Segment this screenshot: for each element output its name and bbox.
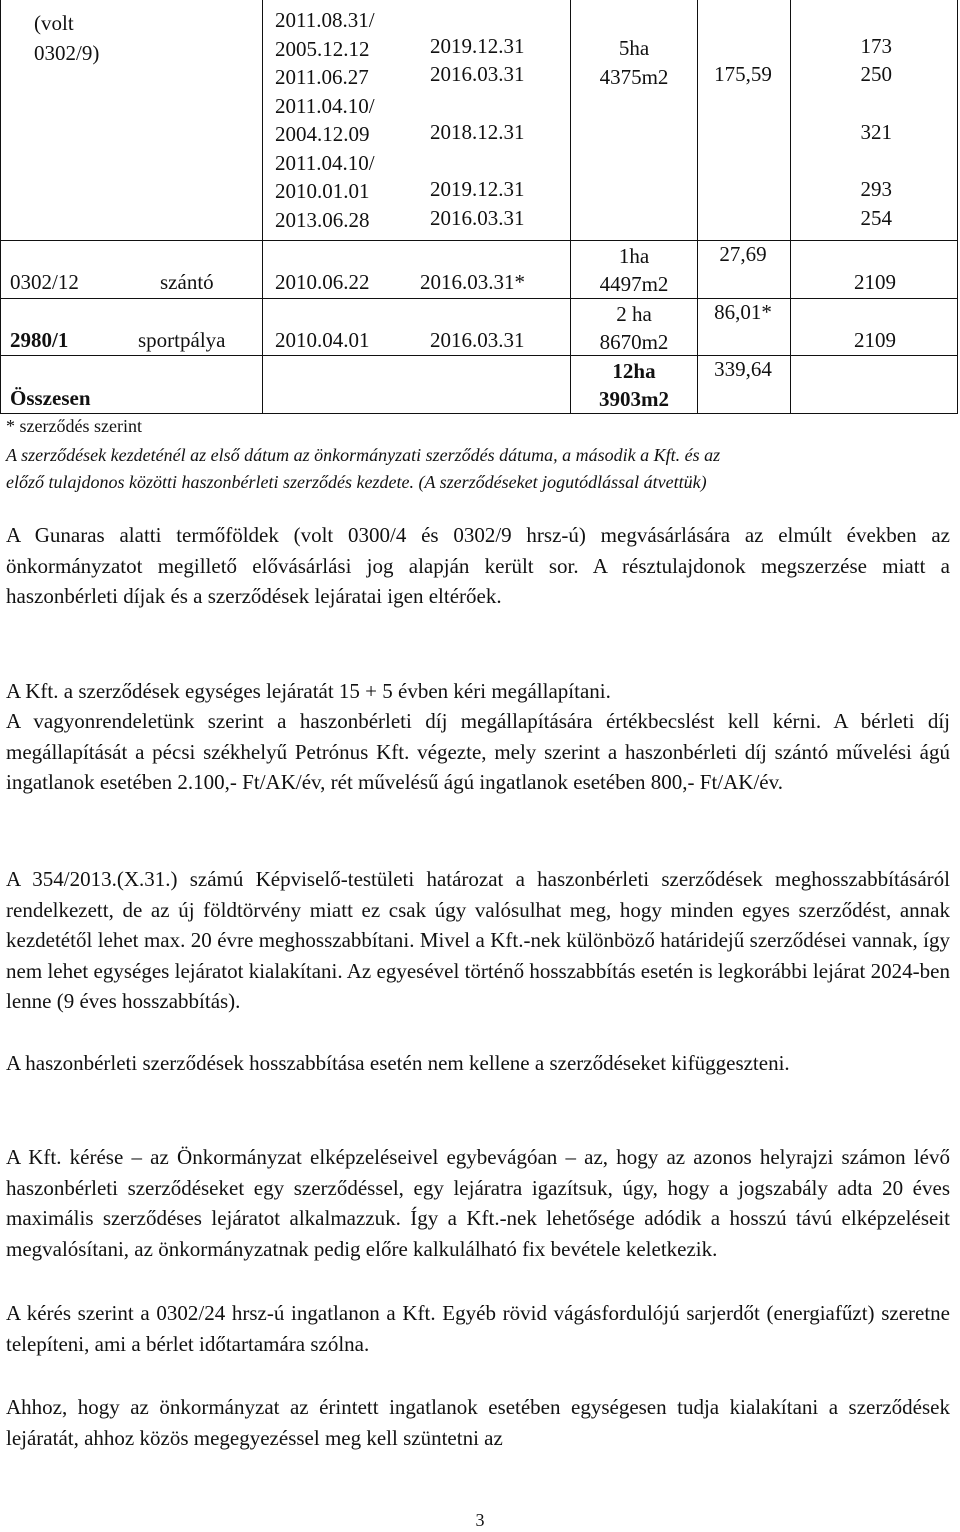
fee-value: 2109 bbox=[854, 328, 896, 352]
ak-value: 27,69 bbox=[719, 242, 767, 266]
paragraph-kft-request: A Kft. a szerződések egységes lejáratát 15 + 5 évben kéri megállapítani. bbox=[6, 679, 611, 703]
footnote-dates-cont bbox=[6, 470, 707, 495]
land-use: sportpálya bbox=[138, 328, 226, 352]
table-row-divider bbox=[0, 355, 958, 356]
footnote-succession: (A szerződéseket jogutódlással átvettük) bbox=[413, 472, 707, 492]
table-border-bottom bbox=[0, 413, 958, 414]
table-row-divider bbox=[0, 240, 958, 241]
area-value: 1ha 4497m2 bbox=[599, 244, 669, 296]
table-column-divider bbox=[790, 0, 791, 414]
end-date-5: 2016.03.31 bbox=[430, 206, 525, 230]
footnote-asterisk: * szerződés szerint bbox=[6, 416, 142, 436]
paragraph-energy-willow: A kérés szerint a 0302/24 hrsz-ú ingatlanon a Kft. Egyéb rövid vágásfordulójú sarjerdőt (energiafűzt) szeretne telepíteni, ami a bérlet időtartamára szólna. bbox=[6, 1301, 950, 1356]
paragraph-resolution: A 354/2013.(X.31.) számú Képviselő-testületi határozat a haszonbérleti szerződések meghosszabbításáról rendelkezett, de az új földtörvény miatt ez csak úgy valósulhat meg, hogy minden egyes szerződést, annak kezdetétől lehet max. 20 évre meghosszabbítani. Mivel a Kft.-nek különböző határidejű szerződései vannak, így nem lehet egységes lejáratot kialakítani. Az egyesével történő hosszabbítás esetén is legkorábbi lejárat 2024-ben lenne (9 éves hosszabbítás). bbox=[6, 867, 950, 1014]
contract-end-date: 2016.03.31* bbox=[420, 270, 525, 294]
paragraph-termination: Ahhoz, hogy az önkormányzat az érintett ingatlanok esetében egységesen tudja kialakítani a szerződések lejáratát, ahhoz közös megegyezéssel meg kell szüntetni az bbox=[6, 1395, 950, 1450]
fee-value: 321 bbox=[860, 120, 892, 144]
lease-table bbox=[0, 0, 958, 416]
total-area: 12ha 3903m2 bbox=[599, 359, 669, 411]
contract-start-date: 2010.04.01 bbox=[275, 328, 370, 352]
ak-value: 86,01* bbox=[714, 300, 772, 324]
paragraph-land-purchase: A Gunaras alatti termőföldek (volt 0300/4 és 0302/9 hrsz-ú) megvásárlására az elmúlt években az önkormányzatot megillető elővásárlási jog alapján került sor. A résztulajdonok megszerzése miatt a haszonbérleti díjak és a szerződések lejáratai igen eltérőek. bbox=[6, 523, 950, 609]
fee-value: 293 bbox=[860, 177, 892, 201]
table-border-left bbox=[0, 0, 1, 414]
page-number: 3 bbox=[475, 1510, 485, 1530]
parcel-id: 2980/1 bbox=[10, 328, 69, 352]
fee-value: 173 bbox=[860, 34, 892, 58]
fee-value: 250 bbox=[860, 62, 892, 86]
total-ak: 339,64 bbox=[714, 357, 772, 381]
total-label: Összesen bbox=[10, 386, 91, 410]
table-column-divider bbox=[262, 0, 263, 414]
footnote-dates: A szerződések kezdeténél az első dátum az önkormányzati szerződés dátuma, a második a Kft. és az bbox=[6, 445, 721, 465]
contract-end-date bbox=[430, 177, 525, 201]
area-value: 5ha 4375m2 bbox=[599, 36, 669, 89]
parcel-id: 0302/12 bbox=[10, 270, 79, 294]
paragraph-valuation: A vagyonrendeletünk szerint a haszonbérleti díj megállapítására értékbecslést kell kérni. A bérleti díj megállapítását a pécsi székhelyű Petrónus Kft. végezte, mely szerint a haszonbérleti díj szántó művelési ágú ingatlanok esetében 2.100,- Ft/AK/év, rét művelésű ágú ingatlanok esetében 800,- Ft/AK/év. bbox=[6, 709, 950, 795]
end-date-4: 2019.12.31 bbox=[430, 177, 525, 201]
table-row-divider bbox=[0, 298, 958, 299]
area-value: 2 ha 8670m2 bbox=[599, 302, 669, 354]
table-column-divider bbox=[570, 0, 571, 414]
end-date-2: 2016.03.31 bbox=[430, 62, 525, 86]
contract-end-date bbox=[430, 206, 525, 230]
paragraph-no-posting: A haszonbérleti szerződések hosszabbítása esetén nem kellene a szerződéseket kifüggeszteni. bbox=[6, 1051, 790, 1075]
table-border-right bbox=[957, 0, 958, 414]
land-use: szántó bbox=[160, 270, 214, 294]
ak-value: 175,59 bbox=[714, 62, 772, 86]
fee-value: 254 bbox=[860, 206, 892, 230]
end-date-3: 2018.12.31 bbox=[430, 120, 525, 144]
contract-end-date bbox=[430, 120, 525, 144]
parcel-id: (volt 0302/9) bbox=[34, 11, 100, 65]
contract-start-dates: 2011.08.31/ 2005.12.12 2011.06.27 2011.04.10/ 2004.12.09 2011.04.10/ 2010.01.01 2013.06.28 bbox=[275, 8, 375, 232]
end-date-1: 2019.12.31 bbox=[430, 34, 525, 58]
paragraph-kft-wish: A Kft. kérése – az Önkormányzat elképzeléseivel egybevágóan – az, hogy az azonos helyrajzi számon lévő haszonbérleti szerződéseket egy szerződéssel, egy lejáratra igazítsuk, úgy, hogy a jogszabály adta 20 éves maximális szerződéses lejáratot alkalmazzuk. Így a Kft.-nek lehetősége adódik a hosszú távú elképzeléseit megvalósítani, az önkormányzatnak pedig előre kalkulálható fix bevétele keletkezik. bbox=[6, 1145, 950, 1261]
contract-end-date bbox=[430, 62, 525, 86]
contract-start-date: 2010.06.22 bbox=[275, 270, 370, 294]
fee-value: 2109 bbox=[854, 270, 896, 294]
footnote-dates-text: előző tulajdonos közötti haszonbérleti szerződés kezdete. bbox=[6, 472, 414, 492]
contract-end-date: 2016.03.31 bbox=[430, 328, 525, 352]
contract-end-date bbox=[430, 34, 525, 58]
